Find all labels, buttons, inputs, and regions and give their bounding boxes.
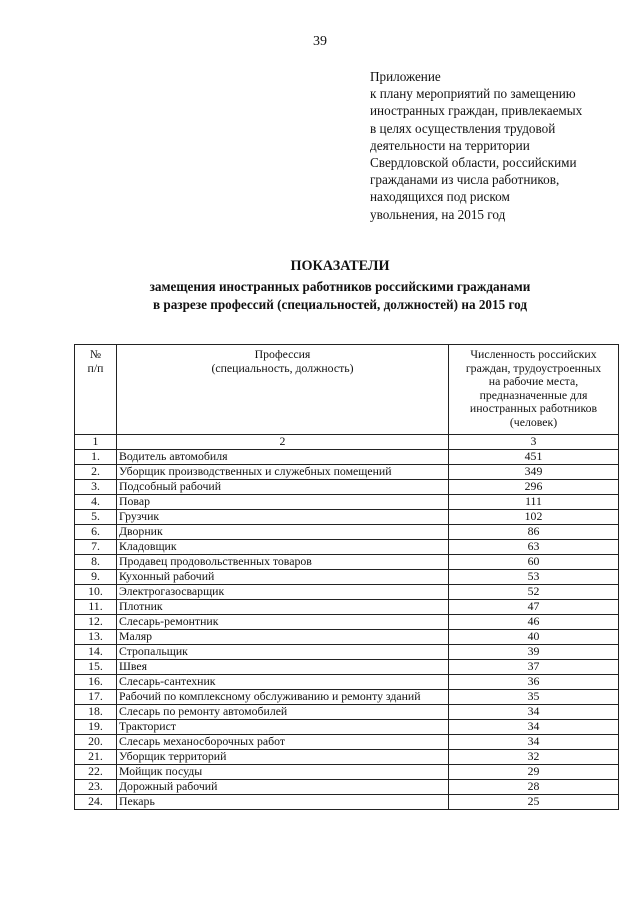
header-text: Профессия bbox=[254, 347, 311, 361]
column-index-row bbox=[75, 435, 619, 450]
row-count: 36 bbox=[449, 674, 619, 689]
row-profession: Пекарь bbox=[117, 794, 449, 809]
table-row bbox=[75, 674, 619, 689]
table-header-row bbox=[75, 345, 619, 435]
row-profession: Маляр bbox=[117, 629, 449, 644]
table-row bbox=[75, 509, 619, 524]
row-number: 11. bbox=[75, 599, 117, 614]
row-profession: Слесарь-сантехник bbox=[117, 674, 449, 689]
row-count: 35 bbox=[449, 689, 619, 704]
table-row bbox=[75, 689, 619, 704]
table-row bbox=[75, 479, 619, 494]
row-number: 13. bbox=[75, 629, 117, 644]
row-number: 16. bbox=[75, 674, 117, 689]
row-number: 8. bbox=[75, 554, 117, 569]
row-profession: Грузчик bbox=[117, 509, 449, 524]
row-number: 4. bbox=[75, 494, 117, 509]
row-number: 21. bbox=[75, 749, 117, 764]
row-count: 47 bbox=[449, 599, 619, 614]
table-row bbox=[75, 659, 619, 674]
appendix-line: деятельности на территории bbox=[370, 137, 530, 153]
row-profession: Повар bbox=[117, 494, 449, 509]
row-number: 10. bbox=[75, 584, 117, 599]
document-title: ПОКАЗАТЕЛИ bbox=[290, 258, 390, 274]
row-count: 28 bbox=[449, 779, 619, 794]
row-profession: Дворник bbox=[117, 524, 449, 539]
row-count: 39 bbox=[449, 644, 619, 659]
subtitle-line: замещения иностранных работников российскими гражданами bbox=[149, 279, 531, 294]
row-number: 14. bbox=[75, 644, 117, 659]
appendix-line: гражданами из числа работников, bbox=[370, 172, 560, 188]
table-row bbox=[75, 599, 619, 614]
appendix-line: находящихся под риском bbox=[370, 189, 510, 205]
document-subtitle bbox=[40, 278, 640, 314]
header-number bbox=[75, 345, 117, 435]
row-profession: Плотник bbox=[117, 599, 449, 614]
table-row bbox=[75, 779, 619, 794]
row-profession: Дорожный рабочий bbox=[117, 779, 449, 794]
column-index: 1 bbox=[75, 435, 117, 450]
row-number: 20. bbox=[75, 734, 117, 749]
row-profession: Уборщик производственных и служебных помещений bbox=[117, 464, 449, 479]
row-profession: Стропальщик bbox=[117, 644, 449, 659]
header-text: Численность российских bbox=[470, 347, 597, 361]
appendix-note bbox=[370, 68, 632, 223]
table-row bbox=[75, 464, 619, 479]
row-profession: Уборщик территорий bbox=[117, 749, 449, 764]
row-profession: Продавец продовольственных товаров bbox=[117, 554, 449, 569]
row-profession: Тракторист bbox=[117, 719, 449, 734]
row-count: 60 bbox=[449, 554, 619, 569]
row-number: 9. bbox=[75, 569, 117, 584]
row-profession: Кладовщик bbox=[117, 539, 449, 554]
header-count bbox=[449, 345, 619, 435]
row-profession: Водитель автомобиля bbox=[117, 449, 449, 464]
row-profession: Слесарь механосборочных работ bbox=[117, 734, 449, 749]
appendix-line: в целях осуществления трудовой bbox=[370, 120, 556, 136]
row-count: 25 bbox=[449, 794, 619, 809]
indicators-table bbox=[74, 344, 619, 810]
row-number: 19. bbox=[75, 719, 117, 734]
row-count: 53 bbox=[449, 569, 619, 584]
table-row bbox=[75, 749, 619, 764]
page-number: 39 bbox=[313, 34, 327, 49]
table-row bbox=[75, 584, 619, 599]
row-number: 5. bbox=[75, 509, 117, 524]
table-row bbox=[75, 719, 619, 734]
header-text: (специальность, должность) bbox=[211, 360, 354, 375]
row-count: 32 bbox=[449, 749, 619, 764]
header-text: иностранных работников bbox=[469, 401, 598, 415]
header-text: № bbox=[89, 347, 102, 361]
row-profession: Электрогазосварщик bbox=[117, 584, 449, 599]
row-profession: Слесарь-ремонтник bbox=[117, 614, 449, 629]
row-count: 102 bbox=[449, 509, 619, 524]
table-row bbox=[75, 539, 619, 554]
table-row bbox=[75, 629, 619, 644]
row-count: 111 bbox=[449, 494, 619, 509]
row-count: 34 bbox=[449, 719, 619, 734]
appendix-line: увольнения, на 2015 год bbox=[370, 206, 506, 222]
row-number: 2. bbox=[75, 464, 117, 479]
row-number: 18. bbox=[75, 704, 117, 719]
appendix-line: Свердловской области, российскими bbox=[370, 155, 577, 171]
table-row bbox=[75, 449, 619, 464]
row-count: 34 bbox=[449, 704, 619, 719]
table-row bbox=[75, 494, 619, 509]
appendix-line: Приложение bbox=[370, 69, 441, 84]
row-profession: Мойщик посуды bbox=[117, 764, 449, 779]
row-count: 451 bbox=[449, 449, 619, 464]
row-number: 23. bbox=[75, 779, 117, 794]
appendix-line: к плану мероприятий по замещению bbox=[370, 86, 576, 102]
header-text: предназначенные для bbox=[479, 387, 588, 402]
row-count: 29 bbox=[449, 764, 619, 779]
header-text: п/п bbox=[87, 360, 104, 375]
subtitle-line: в разрезе профессий (специальностей, должностей) на 2015 год bbox=[152, 297, 528, 312]
table-row bbox=[75, 524, 619, 539]
row-count: 63 bbox=[449, 539, 619, 554]
table-row bbox=[75, 794, 619, 809]
table-row bbox=[75, 764, 619, 779]
row-number: 22. bbox=[75, 764, 117, 779]
header-text: граждан, трудоустроенных bbox=[465, 360, 602, 375]
row-count: 40 bbox=[449, 629, 619, 644]
row-count: 46 bbox=[449, 614, 619, 629]
row-count: 37 bbox=[449, 659, 619, 674]
row-number: 15. bbox=[75, 659, 117, 674]
table-row bbox=[75, 734, 619, 749]
row-number: 6. bbox=[75, 524, 117, 539]
row-count: 52 bbox=[449, 584, 619, 599]
column-index: 2 bbox=[117, 435, 449, 450]
row-profession: Рабочий по комплексному обслуживанию и ремонту зданий bbox=[117, 689, 449, 704]
row-number: 7. bbox=[75, 539, 117, 554]
row-number: 12. bbox=[75, 614, 117, 629]
table-row bbox=[75, 569, 619, 584]
row-count: 296 bbox=[449, 479, 619, 494]
header-text: (человек) bbox=[509, 414, 558, 429]
row-count: 34 bbox=[449, 734, 619, 749]
appendix-line: иностранных граждан, привлекаемых bbox=[370, 103, 583, 119]
row-count: 86 bbox=[449, 524, 619, 539]
row-profession: Подсобный рабочий bbox=[117, 479, 449, 494]
row-number: 1. bbox=[75, 449, 117, 464]
header-text: на рабочие места, bbox=[488, 374, 579, 388]
header-profession bbox=[117, 345, 449, 435]
row-profession: Кухонный рабочий bbox=[117, 569, 449, 584]
table-row bbox=[75, 704, 619, 719]
table-row bbox=[75, 614, 619, 629]
column-index: 3 bbox=[449, 435, 619, 450]
table-row bbox=[75, 644, 619, 659]
row-count: 349 bbox=[449, 464, 619, 479]
row-number: 24. bbox=[75, 794, 117, 809]
table-row bbox=[75, 554, 619, 569]
row-profession: Швея bbox=[117, 659, 449, 674]
row-number: 17. bbox=[75, 689, 117, 704]
row-number: 3. bbox=[75, 479, 117, 494]
row-profession: Слесарь по ремонту автомобилей bbox=[117, 704, 449, 719]
